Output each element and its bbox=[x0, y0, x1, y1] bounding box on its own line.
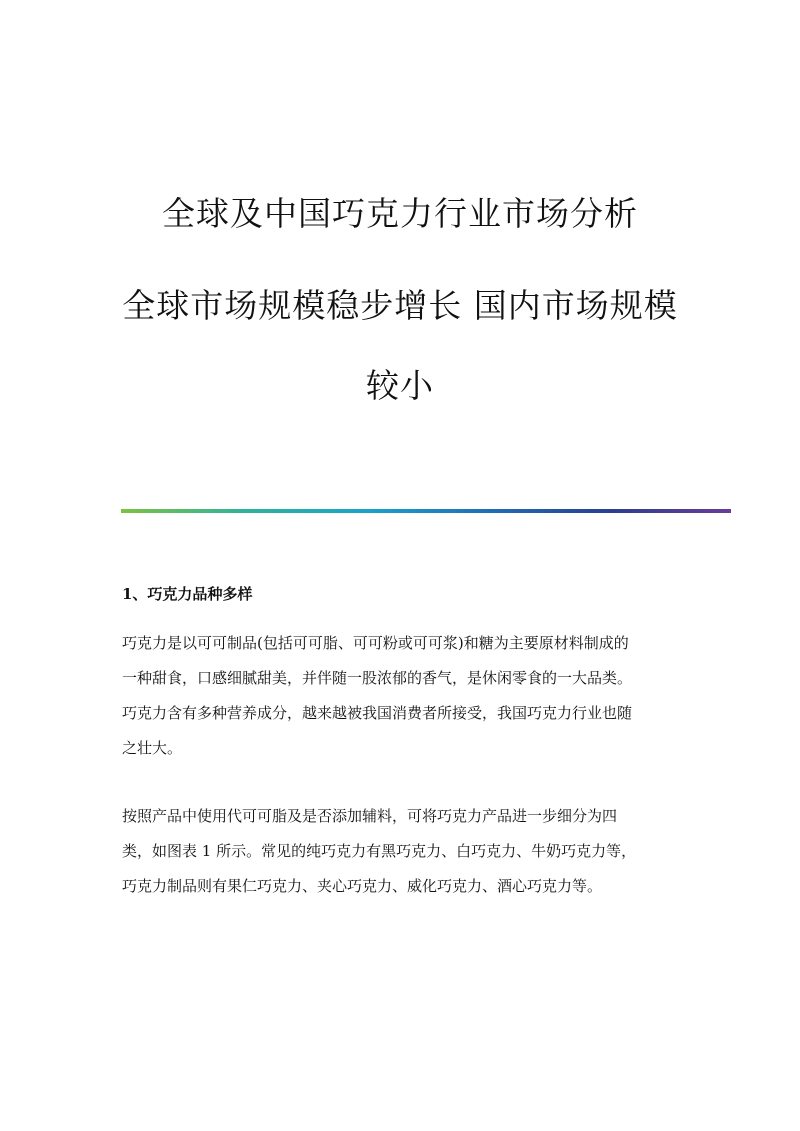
paragraph-1 bbox=[122, 626, 682, 766]
document-title-line-2: 全球市场规模稳步增长 国内市场规模 bbox=[122, 286, 678, 325]
paragraph-line: 按照产品中使用代可可脂及是否添加辅料，可将巧克力产品进一步细分为四 bbox=[122, 807, 618, 825]
document-title-line-3: 较小 bbox=[366, 366, 434, 405]
paragraph-line: 类，如图表 1 所示。常见的纯巧克力有黑巧克力、白巧克力、牛奶巧克力等， bbox=[122, 842, 637, 860]
paragraph-2 bbox=[122, 799, 682, 904]
paragraph-line: 巧克力制品则有果仁巧克力、夹心巧克力、威化巧克力、酒心巧克力等。 bbox=[122, 877, 603, 895]
paragraph-line: 巧克力含有多种营养成分，越来越被我国消费者所接受，我国巧克力行业也随 bbox=[122, 704, 633, 722]
gradient-divider bbox=[121, 509, 731, 513]
paragraph-line: 之壮大。 bbox=[122, 739, 183, 757]
paragraph-line: 一种甜食，口感细腻甜美，并伴随一股浓郁的香气，是休闲零食的一大品类。 bbox=[122, 669, 633, 687]
document-title-line-1: 全球及中国巧克力行业市场分析 bbox=[162, 194, 638, 233]
paragraph-line: 巧克力是以可可制品(包括可可脂、可可粉或可可浆)和糖为主要原材料制成的 bbox=[122, 634, 629, 652]
section-heading: 1、巧克力品种多样 bbox=[122, 585, 253, 603]
